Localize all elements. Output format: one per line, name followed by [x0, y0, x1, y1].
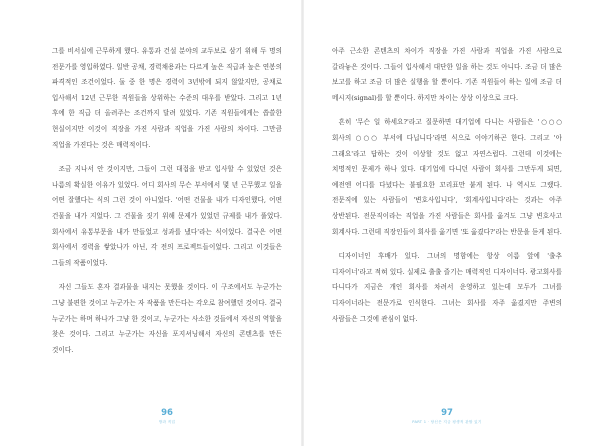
page-gutter [301, 0, 304, 446]
left-running-head: 방과 직업 [158, 420, 176, 424]
right-paragraph-1: 아주 근소한 콘텐츠의 차이가 직장을 가진 사람과 직업을 가진 사람으로 갈라놓은 것이다. 그들이 입사해서 대단한 일을 하는 것도 아니다. 조금 더 많은 보고를 하고 조금 더 많은 실행을 할 뿐이다. 기존 직원들이 하는 일에 조금 더 메시지(signal)를 할 뿐이다. 하지만 차이는 상상 이상으로 크다. [332, 47, 562, 102]
left-page-number: 96 [161, 408, 173, 418]
left-folio [52, 408, 282, 425]
left-page [52, 44, 282, 367]
right-page-number: 97 [441, 408, 453, 418]
right-paragraph-3: 디자이너인 후배가 있다. 그녀의 명함에는 항상 이름 앞에 '출추 디자이너'라고 적혀 있다. 실제로 출출 즐기는 매력적인 디자이너다. 광고회사를 다니다가 지금은 개인 회사를 차려서 운영하고 있는데 모두가 그녀를 디자이너라는 전문가로 인식한다. 그녀는 회사를 자주 옮겼지만 주변의 사람들은 그것에 관심이 없다. [332, 252, 562, 323]
right-paragraph-2: 흔히 '무슨 일 하세요?'라고 질문하면 대기업에 다니는 사람들은 '○○○ 회사의 ○○○ 부서에 다닙니다'라면 식으로 이야기하곤 한다. 그리고 '아 그래요'라고 답하는 것이 이상할 것도 없고 자연스럽다. 그런데 이것에는 치명적인 문제가 하나 있다. 대기업에 다니던 사람이 회사를 그만두게 되면, 예전엔 어디를 다녔다는 불필요한 꼬리표만 붙게 된다. 나 역시도 그랬다. 전문직에 있는 사람들이 '변호사입니다', '회계사입니다'라는 것과는 아주 상반된다. 전문직이라는 직업을 가진 사람들은 회사를 옮겨도 그냥 변호사고 회계사다. 그런데 직장인들이 회사를 옮기면 '또 옮겼다?'라는 반문을 듣게 된다. [332, 118, 562, 236]
right-page [332, 44, 562, 336]
right-folio [332, 408, 562, 425]
left-paragraph-3: 자신 그들도 혼자 결과물을 내지는 못했을 것이다. 이 구조에서도 누군가는 그냥 불편한 것이고 누군가는 자 작품을 만든다는 각오로 참여했던 것이다. 결국 누군가는 하며 하나가 그냥 한 것이고, 누군가는 사소한 것들에서 자신의 역할을 찾은 것이다. 그리고 누군가는 자신을 포지셔닝해서 자신의 콘텐츠를 만든 것이다. [52, 283, 282, 354]
right-running-head: PART 1 · 당신은 지금 평생직 관할 있기 [412, 420, 482, 424]
left-paragraph-1: 그를 비서실에 근무하게 했다. 유통과 건설 분야의 교두보로 삼기 위해 두 명의 전문가를 영입하였다. 일반 공채, 경력채용과는 다르게 높은 직급과 높은 연봉의 파격적인 조건이었다. 둘 중 한 명은 경력이 3년밖에 되지 않았지만, 공채로 입사해서 12년 근무한 직원들을 상위하는 수준의 대우를 받았다. 그리고 1년 후에 한 직급 더 올려주는 조건까지 달려 있었다. 기존 직원들에게는 씁쓸한 현실이지만 이것이 직장을 가진 사람과 직업을 가진 사람의 차이다. 그만큼 직업을 가진다는 것은 매력적이다. [52, 47, 282, 149]
left-paragraph-2: 조금 지나서 안 것이지만, 그들이 그런 대접을 받고 입사할 수 있었던 것은 나름의 확실한 이유가 있었다. 어디 회사의 무슨 부서에서 몇 년 근무했고 일을 어떤 잘했다는 식의 그런 것이 아니었다. '어떤 건물을 내가 디자인했다, 어떤 건물을 내가 지었다. 그 건물을 짓기 위해 문제가 있었던 규제를 내가 풀었다. 회사에서 유통부문을 내가 만들었고 성과를 냈다'라는 식이었다. 결국은 어떤 회사에서 경력을 쌓았나가 아닌, 각 전의 프로젝트들이었다. 그리고 이것들은 그들의 작품이었다. [52, 165, 282, 267]
